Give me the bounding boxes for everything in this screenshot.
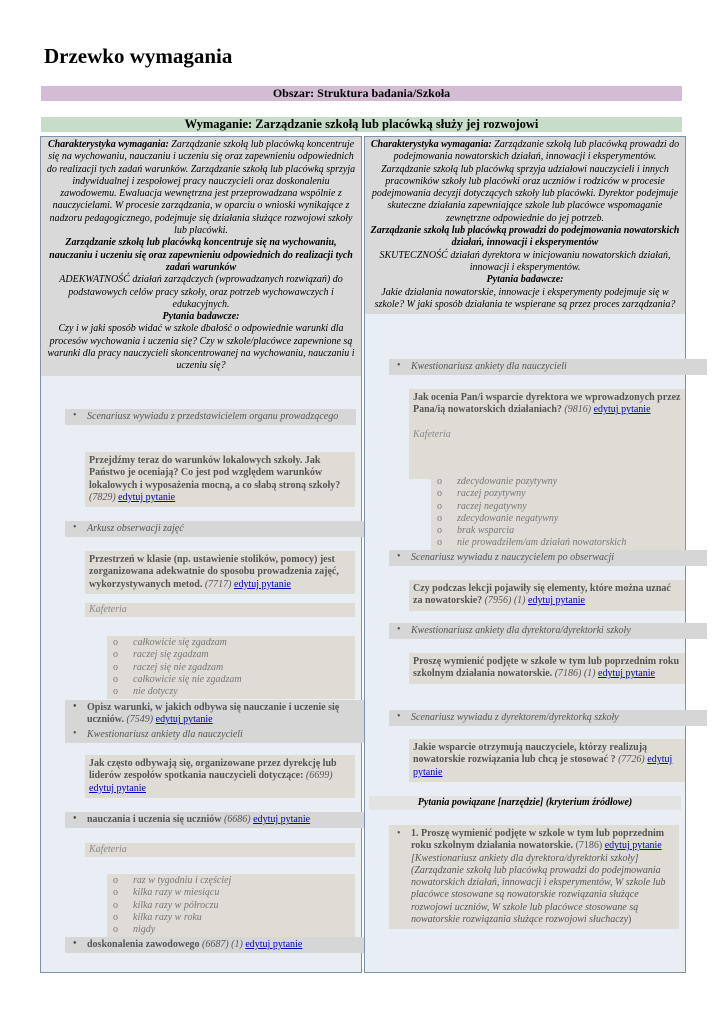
question-text: Przejdźmy teraz do warunków lokalowych szkoły. Jak Państwo je oceniają? Co jest pod względem warunków lokalowych i wyposażenia mocną, a co słabą stroną szkoły?	[89, 455, 341, 491]
answer-option: o raz w tygodniu i częściej	[111, 875, 351, 887]
answer-option: o całkowicie się zgadzam	[111, 637, 351, 649]
tool-label: Scenariusz wywiadu z przedstawicielem organu prowadzącego	[87, 411, 339, 422]
question-text: nauczania i uczenia się uczniów	[87, 814, 222, 825]
left-characteristics	[41, 137, 361, 376]
question-text: doskonalenia zawodowego	[87, 939, 200, 950]
answer-options	[107, 636, 355, 699]
tool-item	[65, 521, 385, 537]
tool-label: Scenariusz wywiadu z dyrektorem/dyrektorką szkoły	[411, 712, 619, 723]
char-text: Zarządzanie szkołą lub placówką koncentruje się na wychowaniu, nauczaniu i uczeniu się oraz zapewnieniu odpowiednich do realizacji tych zadań warunków. Zarządzanie szkołą lub placówką sprzyja indywidualnej i zespołowej pracy nauczycieli oraz doskonaleniu zawodowemu. Ewaluacja wewnętrzna jest przeprowadzana wspólnie z nauczycielami. W procesie zarządzania, w oparciu o wnioski wynikające z nadzoru pedagogicznego, podejmuje się działania służące rozwojowi szkoły lub placówki.	[46, 139, 356, 237]
answer-option: o raczej się nie zgadzam	[111, 662, 351, 674]
edit-question-link[interactable]: edytuj pytanie	[118, 491, 176, 503]
question-item	[409, 739, 685, 782]
edit-question-link[interactable]: edytuj pytanie	[89, 782, 146, 794]
tool-label: Scenariusz wywiadu z nauczycielem po obserwacji	[411, 552, 615, 563]
answer-option: o raczej się zgadzam	[111, 649, 351, 661]
related-question-item	[389, 825, 679, 929]
kafeteria-label: Kafeteria	[413, 428, 451, 440]
edit-question-link[interactable]: edytuj pytanie	[413, 754, 673, 778]
question-item	[85, 452, 355, 507]
tool-item	[389, 359, 707, 375]
tool-item	[389, 710, 707, 726]
question-item	[65, 812, 381, 828]
question-item	[85, 551, 355, 594]
question-text: Jak ocenia Pan/i wsparcie dyrektora we wprowadzonych przez Pana/ią nowatorskich działaniach?	[413, 392, 681, 416]
sub-title: Zarządzanie szkołą lub placówką prowadzi do podejmowania nowatorskich działań, innowacji i eksperymentów	[370, 225, 680, 249]
answer-option: o zdecydowanie pozytywny	[435, 476, 681, 488]
answer-option: o nie dotyczy	[111, 686, 351, 698]
left-column	[40, 136, 362, 973]
question-id: (7717)	[204, 578, 232, 590]
question-text: Proszę wymienić podjęte w szkole w tym lub poprzednim roku szkolnym działania nowatorskie.	[413, 656, 680, 680]
edit-question-link[interactable]: edytuj pytanie	[155, 714, 213, 726]
right-characteristics	[365, 137, 685, 314]
question-id: (6699)	[305, 770, 333, 782]
question-id: (9816)	[564, 404, 592, 416]
question-item	[85, 755, 355, 798]
char-label: Charakterystyka wymagania:	[370, 139, 492, 150]
question-id: (7726)	[618, 754, 645, 766]
edit-question-link[interactable]: edytuj pytanie	[245, 939, 303, 950]
question-text: Czy podczas lekcji pojawiły się elementy, które można uznać za nowatorskie?	[413, 583, 671, 607]
related-question-id: (7186)	[575, 840, 603, 852]
edit-question-link[interactable]: edytuj pytanie	[234, 578, 291, 590]
question-item	[409, 389, 685, 479]
question-text: Przestrzeń w klasie (np. ustawienie stolików, pomocy) jest zorganizowana adekwatnie do sposobu prowadzenia zajęć, wykorzystywanych metod.	[89, 554, 339, 590]
related-questions-heading: Pytania powiązane [narzędzie] (kryterium źródłowe)	[369, 796, 681, 810]
question-item	[65, 700, 381, 729]
question-text: Opisz warunki, w jakich odbywa się nauczanie i uczenie się uczniów.	[87, 702, 340, 726]
edit-question-link[interactable]: edytuj pytanie	[528, 595, 585, 607]
question-item	[65, 937, 381, 953]
question-id: (6687) (1)	[202, 939, 243, 950]
edit-question-link[interactable]: edytuj pytanie	[253, 814, 311, 825]
kafeteria-label: Kafeteria	[89, 604, 127, 615]
related-criteria: (Zarządzanie szkołą lub placówką prowadzi do podejmowania nowatorskich działań, innowacji i eksperymentów, W szkole lub placówce stosowane są nowatorskie rozwiązania służące rozwojowi uczniów, W szkole lub placówce stosowane są nowatorskie rozwiązania służące rozwojowi słuchaczy	[411, 864, 666, 926]
tool-label: Arkusz obserwacji zajęć	[87, 523, 184, 534]
criterion: SKUTECZNOŚĆ działań dyrektora w inicjowaniu nowatorskich działań, innowacji i eksperymentów.	[379, 249, 671, 273]
answer-option: o raczej pozytywny	[435, 488, 681, 500]
right-column	[364, 136, 686, 973]
tool-item	[65, 727, 381, 743]
tool-item	[65, 409, 356, 425]
question-item	[409, 580, 685, 611]
requirement-bar: Wymaganie: Zarządzanie szkołą lub placówką służy jej rozwojowi	[41, 117, 682, 132]
criterion: ADEKWATNOŚĆ działań zarządczych (wprowadzanych rozwiązań) do podstawowych celów pracy szkoły, oraz potrzeb wychowawczych i edukacyjnych.	[59, 274, 343, 310]
sub-title: Zarządzanie szkołą lub placówką koncentruje się na wychowaniu, nauczaniu i uczeniu się oraz zapewnieniu odpowiednich do realizacji tych zadań warunków	[49, 237, 353, 273]
char-text: Zarządzanie szkołą lub placówką prowadzi do podejmowania nowatorskich działań, innowacji i eksperymentów. Zarządzanie szkołą lub placówką sprzyja udziałowi nauczycieli i innych pracowników szkoły lub placówki oraz uczniów i rodziców w procesie podejmowania decyzji dotyczących szkoły lub placówki. Dyrektor podejmuje skuteczne działania zapewniające szkole lub placówce wspomaganie zewnętrzne odpowiednie do jej potrzeb.	[371, 139, 680, 224]
answer-option: o nie prowadziłem/am działań nowatorskich	[435, 537, 681, 549]
edit-question-link[interactable]: edytuj pytanie	[604, 840, 662, 852]
related-question-text: 1. Proszę wymienić podjęte w szkole w tym lub poprzednim roku szkolnym działania nowatorskie.	[411, 828, 665, 852]
research-questions: Jakie działania nowatorskie, innowacje i eksperymenty podejmuje się w szkole? W jaki sposób działania te wspierane są przez proces zarządzania?	[374, 286, 676, 310]
question-id: (7186) (1)	[554, 668, 596, 680]
questions-label: Pytania badawcze:	[162, 311, 240, 323]
tool-label: Kwestionariusz ankiety dla nauczycieli	[87, 729, 243, 740]
question-id: (7829)	[89, 491, 116, 503]
kafeteria-row	[85, 603, 355, 617]
answer-option: o zdecydowanie negatywny	[435, 513, 681, 525]
questions-label: Pytania badawcze:	[486, 274, 564, 286]
kafeteria-label: Kafeteria	[89, 844, 127, 855]
char-label: Charakterystyka wymagania:	[47, 139, 169, 150]
answer-options	[431, 475, 685, 551]
answer-options	[107, 874, 355, 937]
question-id: (7549)	[126, 714, 154, 726]
tool-label: Kwestionariusz ankiety dla nauczycieli	[411, 361, 567, 372]
area-bar: Obszar: Struktura badania/Szkoła	[41, 86, 682, 101]
related-tool: [Kwestionariusz ankiety dla dyrektora/dyrektorki szkoły]	[411, 852, 639, 864]
answer-option: o całkowicie się nie zgadzam	[111, 674, 351, 686]
question-id: (6686)	[223, 814, 251, 825]
answer-option: o kilka razy w półroczu	[111, 900, 351, 912]
answer-option: o brak wsparcia	[435, 525, 681, 537]
tool-item	[389, 550, 707, 566]
research-questions: Czy i w jaki sposób widać w szkole dbałość o odpowiednie warunki dla procesów wychowania i uczenia się? Czy w szkole/placówce zapewnione są warunki dla pracy nauczycieli skoncentrowanej na wychowaniu, nauczaniu i uczeniu się?	[47, 323, 355, 372]
page-title: Drzewko wymagania	[44, 44, 233, 68]
answer-option: o nigdy	[111, 924, 351, 936]
answer-option: o kilka razy w miesiącu	[111, 887, 351, 899]
edit-question-link[interactable]: edytuj pytanie	[593, 404, 651, 416]
answer-option: o raczej negatywny	[435, 501, 681, 513]
answer-option: o kilka razy w roku	[111, 912, 351, 924]
question-item	[409, 653, 685, 684]
question-text: Jak często odbywają się, organizowane przez dyrekcję lub liderów zespołów spotkania nauczycieli dotyczące:	[89, 758, 337, 782]
edit-question-link[interactable]: edytuj pytanie	[598, 668, 655, 680]
related-criteria-end: )	[628, 914, 632, 926]
kafeteria-row	[85, 843, 355, 857]
tool-item	[389, 623, 707, 639]
question-id: (7956) (1)	[484, 595, 526, 607]
tool-label: Kwestionariusz ankiety dla dyrektora/dyrektorki szkoły	[411, 625, 631, 636]
question-text: Jakie wsparcie otrzymują nauczyciele, którzy realizują nowatorskie rozwiązania lub chcą je stosować ?	[413, 742, 648, 766]
